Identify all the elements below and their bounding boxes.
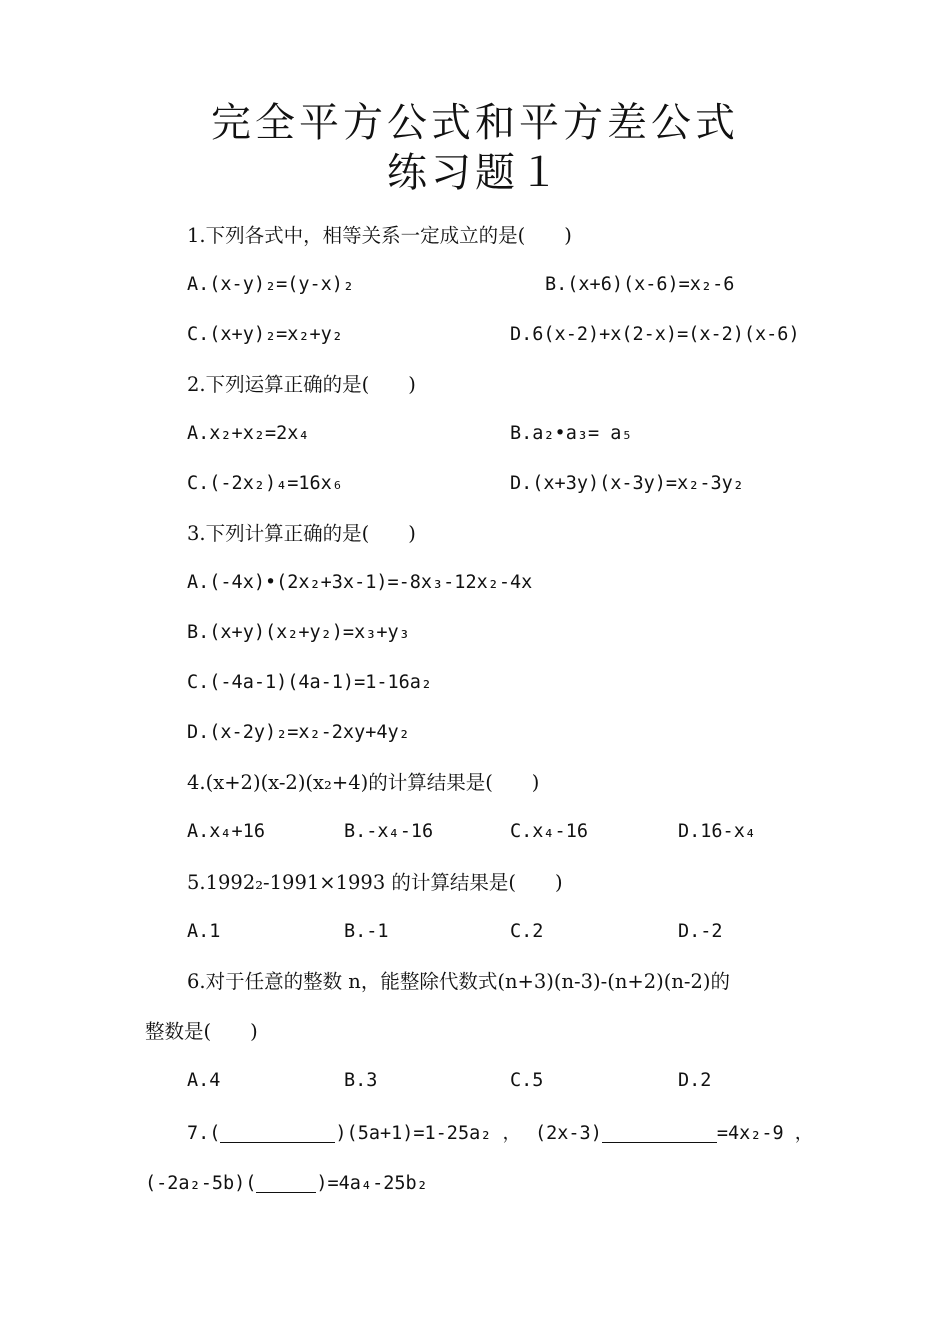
question-2-option-c: C.(-2x₂)₄=16x₆ xyxy=(187,473,343,494)
question-7-part-b-open: (2x-3) xyxy=(535,1123,602,1144)
question-4-stem: 4.(x+2)(x-2)(x₂+4)的计算结果是( ) xyxy=(187,771,540,794)
question-7-part-b-close: =4x₂-9 ， xyxy=(716,1123,814,1144)
question-2-option-d: D.(x+3y)(x-3y)=x₂-3y₂ xyxy=(510,473,744,494)
question-3-option-b: B.(x+y)(x₂+y₂)=x₃+y₃ xyxy=(187,622,410,643)
question-7-part-c xyxy=(145,1172,428,1194)
question-6-option-a: A.4 xyxy=(187,1070,221,1091)
question-7-blank-1[interactable] xyxy=(220,1122,335,1143)
question-4-option-b: B.-x₄-16 xyxy=(344,821,434,842)
question-4-option-c: C.x₄-16 xyxy=(510,821,588,842)
question-7-part-c-close: )=4a₄-25b₂ xyxy=(316,1173,428,1194)
question-6-stem-continued: 整数是( ) xyxy=(145,1020,258,1043)
question-3-stem: 3.下列计算正确的是( ) xyxy=(187,522,416,545)
question-1-option-d: D.6(x-2)+x(2-x)=(x-2)(x-6) xyxy=(510,324,800,345)
question-1-option-b: B.(x+6)(x-6)=x₂-6 xyxy=(545,274,735,295)
question-6-stem: 6.对于任意的整数 n，能整除代数式(n+3)(n-3)-(n+2)(n-2)的 xyxy=(187,970,731,993)
question-6-option-b: B.3 xyxy=(344,1070,378,1091)
question-5-option-b: B.-1 xyxy=(344,921,389,942)
question-7-part-c-open: (-2a₂-5b)( xyxy=(145,1173,257,1194)
question-6-option-d: D.2 xyxy=(678,1070,712,1091)
question-5-option-c: C.2 xyxy=(510,921,544,942)
page-title: 完全平方公式和平方差公式 xyxy=(211,100,739,146)
question-7-part-a-close: )(5a+1)=1-25a₂ ， xyxy=(335,1123,521,1144)
question-2-option-a: A.x₂+x₂=2x₄ xyxy=(187,423,310,444)
question-3-option-a: A.(-4x)•(2x₂+3x-1)=-8x₃-12x₂-4x xyxy=(187,572,533,593)
question-4-option-d: D.16-x₄ xyxy=(678,821,756,842)
question-1-option-c: C.(x+y)₂=x₂+y₂ xyxy=(187,324,343,345)
question-5-option-d: D.-2 xyxy=(678,921,723,942)
question-6-option-c: C.5 xyxy=(510,1070,544,1091)
question-5-stem: 5.1992₂-1991×1993 的计算结果是( ) xyxy=(187,871,563,894)
question-7-blank-2[interactable] xyxy=(602,1122,717,1143)
question-3-option-c: C.(-4a-1)(4a-1)=1-16a₂ xyxy=(187,672,433,693)
question-3-option-d: D.(x-2y)₂=x₂-2xy+4y₂ xyxy=(187,722,410,743)
page-subtitle: 练习题１ xyxy=(387,150,563,196)
question-7-part-a-open: 7.( xyxy=(187,1123,221,1144)
question-4-option-a: A.x₄+16 xyxy=(187,821,265,842)
question-2-stem: 2.下列运算正确的是( ) xyxy=(187,373,416,396)
question-7-part-a xyxy=(187,1122,521,1144)
question-7-blank-3[interactable] xyxy=(256,1172,316,1193)
question-5-option-a: A.1 xyxy=(187,921,221,942)
question-1-option-a: A.(x-y)₂=(y-x)₂ xyxy=(187,274,355,295)
question-1-stem: 1.下列各式中，相等关系一定成立的是( ) xyxy=(187,224,572,247)
question-2-option-b: B.a₂•a₃= a₅ xyxy=(510,423,633,444)
question-7-part-b xyxy=(535,1122,813,1144)
